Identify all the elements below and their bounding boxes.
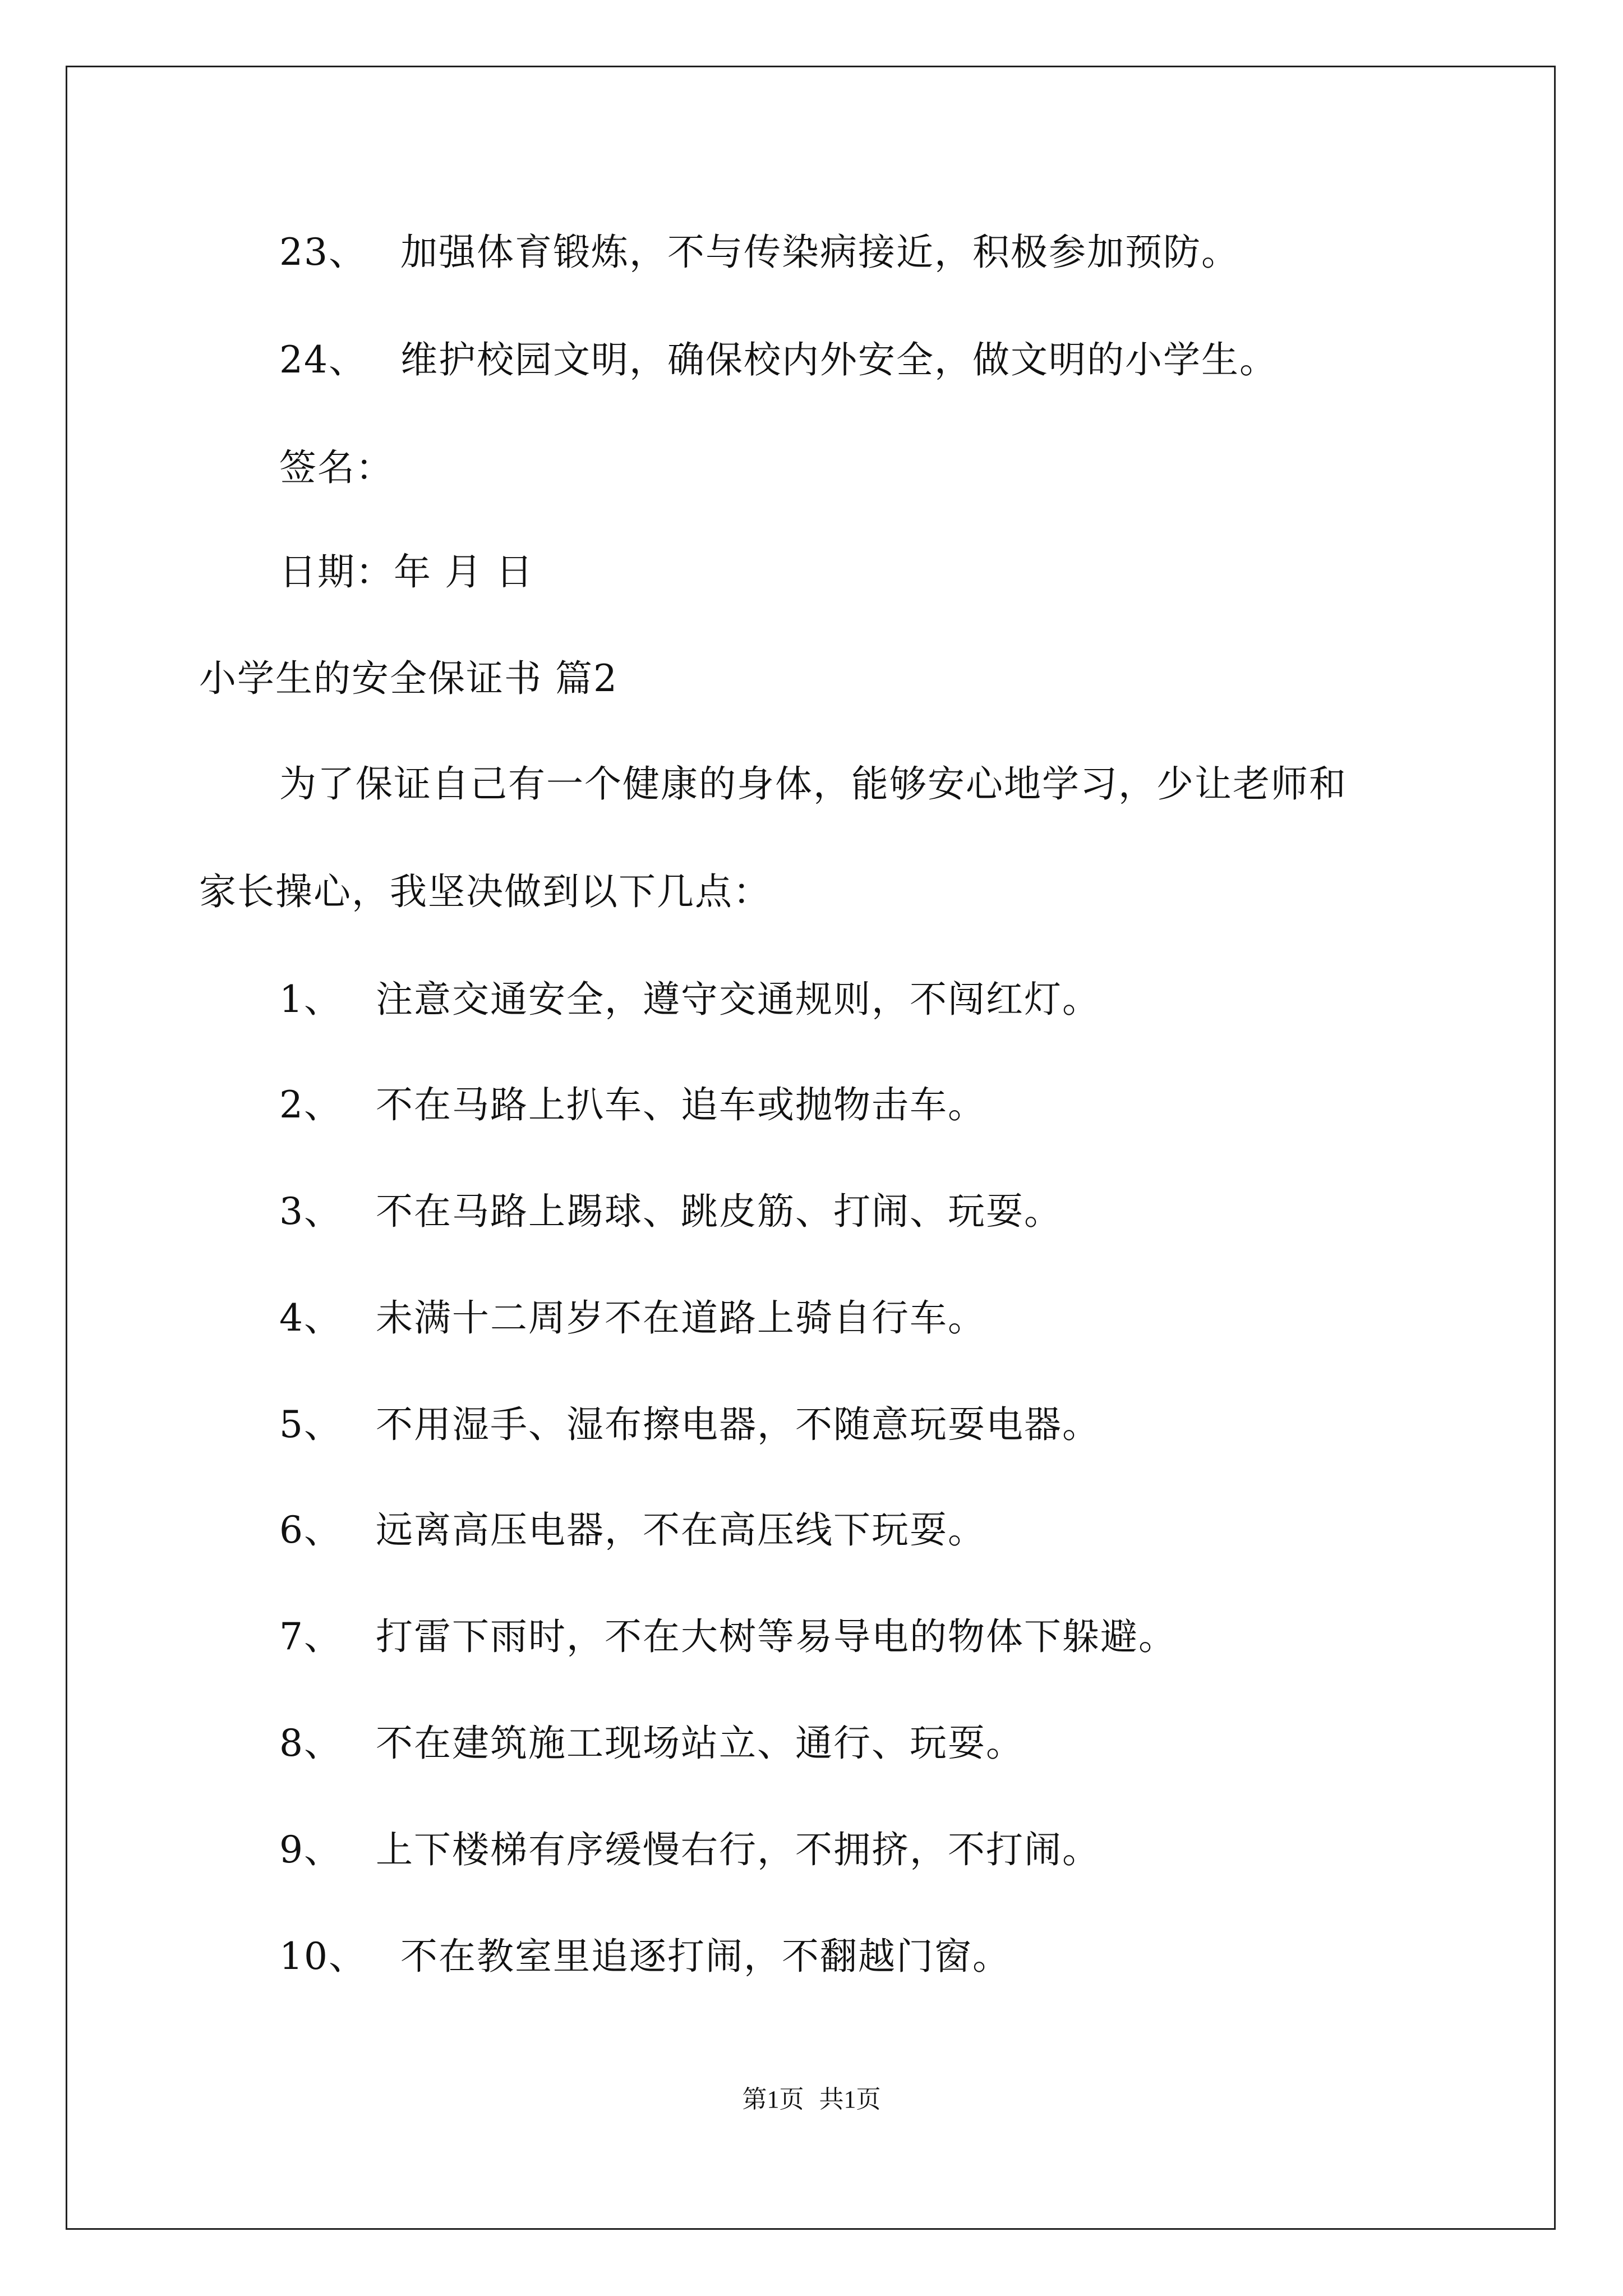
list-item <box>279 1828 1100 1872</box>
list-item <box>279 1508 986 1553</box>
list-item <box>279 1721 1024 1766</box>
item-number: 3、 <box>279 1190 342 1233</box>
item-text: 不在马路上踢球、跳皮筋、打闹、玩耍。 <box>376 1190 1062 1233</box>
list-item <box>279 338 1278 383</box>
section-heading: 小学生的安全保证书 篇2 <box>199 657 618 700</box>
list-item <box>279 1402 1100 1447</box>
intro-line-1: 为了保证自己有一个健康的身体，能够安心地学习，少让老师和 <box>279 762 1347 806</box>
item-text: 注意交通安全，遵守交通规则，不闯红灯。 <box>376 978 1100 1021</box>
item-text: 上下楼梯有序缓慢右行，不拥挤，不打闹。 <box>376 1828 1100 1871</box>
signature-label: 签名： <box>279 446 394 489</box>
item-number: 5、 <box>279 1403 342 1446</box>
page-footer <box>0 2084 1623 2115</box>
item-number: 9、 <box>279 1828 342 1871</box>
date-label: 日期：年 月 日 <box>279 550 534 593</box>
item-number: 4、 <box>279 1296 342 1340</box>
item-number: 7、 <box>279 1615 342 1658</box>
list-item <box>279 1934 1011 1979</box>
item-number: 6、 <box>279 1508 342 1552</box>
item-text: 不用湿手、湿布擦电器，不随意玩耍电器。 <box>376 1403 1100 1446</box>
item-text: 维护校园文明，确保校内外安全，做文明的小学生。 <box>400 338 1278 381</box>
item-number: 8、 <box>279 1722 342 1765</box>
item-number: 2、 <box>279 1083 342 1126</box>
item-text: 不在教室里追逐打闹，不翻越门窗。 <box>400 1935 1011 1978</box>
list-item <box>279 1296 986 1341</box>
page-number: 第1页 <box>742 2086 804 2113</box>
intro-line-2: 家长操心，我坚决做到以下几点： <box>199 870 771 913</box>
item-text: 不在马路上扒车、追车或抛物击车。 <box>376 1083 986 1126</box>
item-number: 23、 <box>279 231 367 274</box>
item-text: 加强体育锻炼，不与传染病接近，积极参加预防。 <box>400 231 1239 274</box>
item-text: 远离高压电器，不在高压线下玩耍。 <box>376 1508 986 1552</box>
list-item <box>279 977 1100 1022</box>
page-frame <box>66 66 1556 2230</box>
item-text: 不在建筑施工现场站立、通行、玩耍。 <box>376 1722 1024 1765</box>
item-number: 1、 <box>279 978 342 1021</box>
page-total: 共1页 <box>819 2086 881 2113</box>
item-text: 未满十二周岁不在道路上骑自行车。 <box>376 1296 986 1340</box>
item-number: 24、 <box>279 338 367 381</box>
list-item <box>279 1083 986 1128</box>
list-item <box>279 1614 1177 1659</box>
item-number: 10、 <box>279 1935 367 1978</box>
item-text: 打雷下雨时，不在大树等易导电的物体下躲避。 <box>376 1615 1177 1658</box>
list-item <box>279 1189 1062 1234</box>
list-item <box>279 230 1239 275</box>
